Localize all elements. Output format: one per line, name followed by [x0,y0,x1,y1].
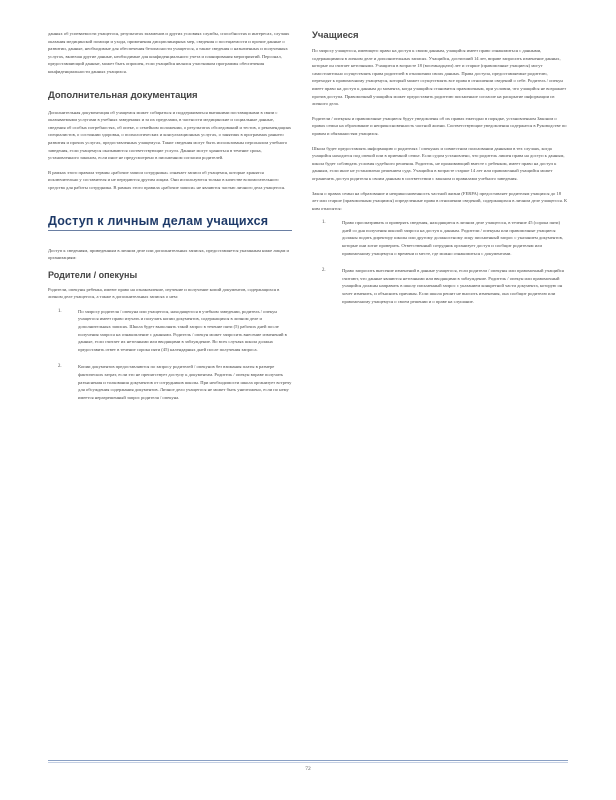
paragraph: По запросу учащегося, имеющего право на доступ к своим данным, учащийся имеет право ознакомиться с данными, содержащимися в личном деле и дополнительных записях. Учащийся, достигший 14 лет, вправе запросить изменение данных, которые он считает неточными. Учащиеся в возрасте 18 (восемнадцати) лет и старше (правомочные учащиеся) могут самостоятельно осуществлять права родителей в отношении своих данных. Права доступа, предоставляемые родителю, переходят к правомочному учащемуся, который может осуществлять все права в отношении сведений о себе. Родитель / опекун имеет право на доступ к данным до момента, когда учащийся становится правомочным, при условии, что учащийся не возражает против доступа. Правомочный учащийся может предоставить родителю письменное согласие на раскрытие информации из личного дела. [312,48,567,107]
heading-parents: Родители / опекуны [48,269,138,280]
ferpa-rights-list [322,219,568,305]
parents-rights-list [58,308,292,402]
paragraph: В рамках этого правила термин «рабочие записи сотрудника» означает записи об учащемся, которые хранятся исключительно у составителя и не передаются другим лицам. Они используются только в качестве вспомогательного средства для работы сотрудника. В рамках этого правила «рабочие записи» не являются частью личного дела учащегося. [48,169,286,190]
section-title-rule [48,230,292,231]
footer-rule [48,760,568,761]
list-item [58,363,292,401]
paragraph: Родители / опекуны и правомочные учащиеся будут уведомлены об их правах ежегодно в порядке, установленном Законом о правах семьи на образование и неприкосновенность частной жизни. Соответствующие уведомления содержатся в Руководстве по правам и обязанностям учащихся. [312,115,567,136]
list-item-text: Право запросить внесение изменений в данные учащегося, если родители / опекуны или правомочный учащийся считают, что данные являются неточными или вводящими в заблуждение. Родитель / опекун или правомочный учащийся должны направить в школу письменный запрос с указанием конкретной части документа, которую он хочет изменить, и объяснить причины. Если школа решит не вносить изменения, она сообщит родителю или правомочному учащемуся о своем решении и о праве на слушание. [342,268,564,304]
heading-students: Учащиеся [312,30,359,41]
page-number: 72 [305,766,311,772]
list-number: 1. [322,220,326,226]
paragraph: Закон о правах семьи на образование и неприкосновенность частной жизни (FERPA) предоставляет родителям учащихся до 18 лет или старше (правомочным учащимся) определенные права в отношении сведений, содержащихся в личном деле учащегося. К ним относятся: [312,190,568,211]
left-column [48,30,292,411]
paragraph: Родители, опекуны ребенка, имеют право на ознакомление, изучение и получение копий документов, содержащихся в личном деле учащегося, а также в дополнительных записях о нем: [48,286,280,300]
list-number: 1. [58,308,62,314]
heading-additional-documentation: Дополнительная документация [48,89,198,101]
list-item [322,219,568,257]
list-number: 2. [58,364,62,370]
paragraph: Доступ к сведениям, приведенным в личном деле или дополнительных записях, предоставляется указанным ниже лицам и организациям: [48,247,290,261]
list-item-text: Копии документов предоставляются по запросу родителей / опекунов без взимания платы в размере фактических затрат, если это не препятствует доступу к документам. Родитель / опекун вправе получить разъяснения и толкования документов от сотрудников школы. При необходимости школа организует встречу для обсуждения содержания документов. Личное дело учащегося не может быть уничтожено, если по нему имеется неразрешенный запрос родителя / опекуна. [78,364,292,400]
footer-rule-secondary [48,762,568,763]
paragraph: Дополнительная документация об учащемся может собираться и поддерживаться внешними поставщиками в связи с оказываемыми услугами в учебных заведениях и за их пределами, в частности медицинские и социальные данные, сведения об особых потребностях, об опеке, о семейном положении, о результатах обследований и тестов, о рекомендациях специалистов, о состоянии здоровья, о психологических и консультационных услугах, о занятиях в программах раннего развития и прочих услугах, предоставленных учащемуся. Такие сведения могут быть использованы персоналом учебного заведения, если учащемуся оказываются соответствующие услуги. Данные могут храниться в течение срока, установленного законом, если иное не предусмотрено в письменном согласии родителей. [48,109,292,161]
section-title-access: Доступ к личным делам учащихся [48,213,269,228]
list-item-text: По запросу родителя / опекуна или учащегося, находящегося в учебном заведении, родитель / опекун учащегося имеет право изучать и получать копии документов, содержащихся в личном деле и дополнительных записях. Школа будет выполнять такой запрос в течение пяти (5) рабочих дней после получения запроса на ознакомление с данными. Родитель / опекун может запросить внесение изменений в данные, если считает их неточными или вводящими в заблуждение. Во всех случаях школа должна предоставить ответ в течение сорока пяти (45) календарных дней после получения запроса. [78,308,287,352]
list-item [58,308,292,354]
list-number: 2. [322,268,326,274]
list-item [322,267,568,305]
paragraph: данных об успеваемости учащегося, результатах экзаменов и других условиях службы, способностях и интересах, случаях оказания медицинской помощи и ухода, применения дисциплинарных мер, сведения о посещаемости и прочие данные о развитии, данные, необходимые для обеспечения безопасности учащегося, а также сведения о назначенных и полученных услугах, включая другие данные, необходимые для конфиденциального учета и планирования мероприятий. Персонал, предоставляющий данные, может быть опрошен, если учащийся являлся участником программы обеспечения конфиденциальности данных учащихся. [48,31,290,74]
paragraph: Школа будет предоставлять информацию о родителях / опекунах и совместном пользовании данными в тех случаях, когда учащийся находится под опекой или в приемной семье. Если судом установлено, что родитель лишен права на доступ к данным, школа будет соблюдать условия судебного решения. Родитель, не проживающий вместе с ребенком, имеет право на доступ к данным, если иное не установлено решением суда. Учащийся в возрасте старше 14 лет или правомочный учащийся может ограничить доступ родителя к своим данным в соответствии с законом и правилами учебного заведения. [312,145,565,181]
right-column [312,30,568,315]
list-item-text: Право просматривать и проверять сведения, находящиеся в личном деле учащегося, в течение 45 (сорока пяти) дней со дня получения школой запроса на доступ к данным. Родители / опекуны или правомочные учащиеся должны подать директору школы или другому должностному лицу письменный запрос с указанием документов, которые они хотят проверить. Ответственный сотрудник организует доступ и сообщит родителям или правомочному учащемуся о времени и месте, где можно ознакомиться с документами. [342,220,563,256]
